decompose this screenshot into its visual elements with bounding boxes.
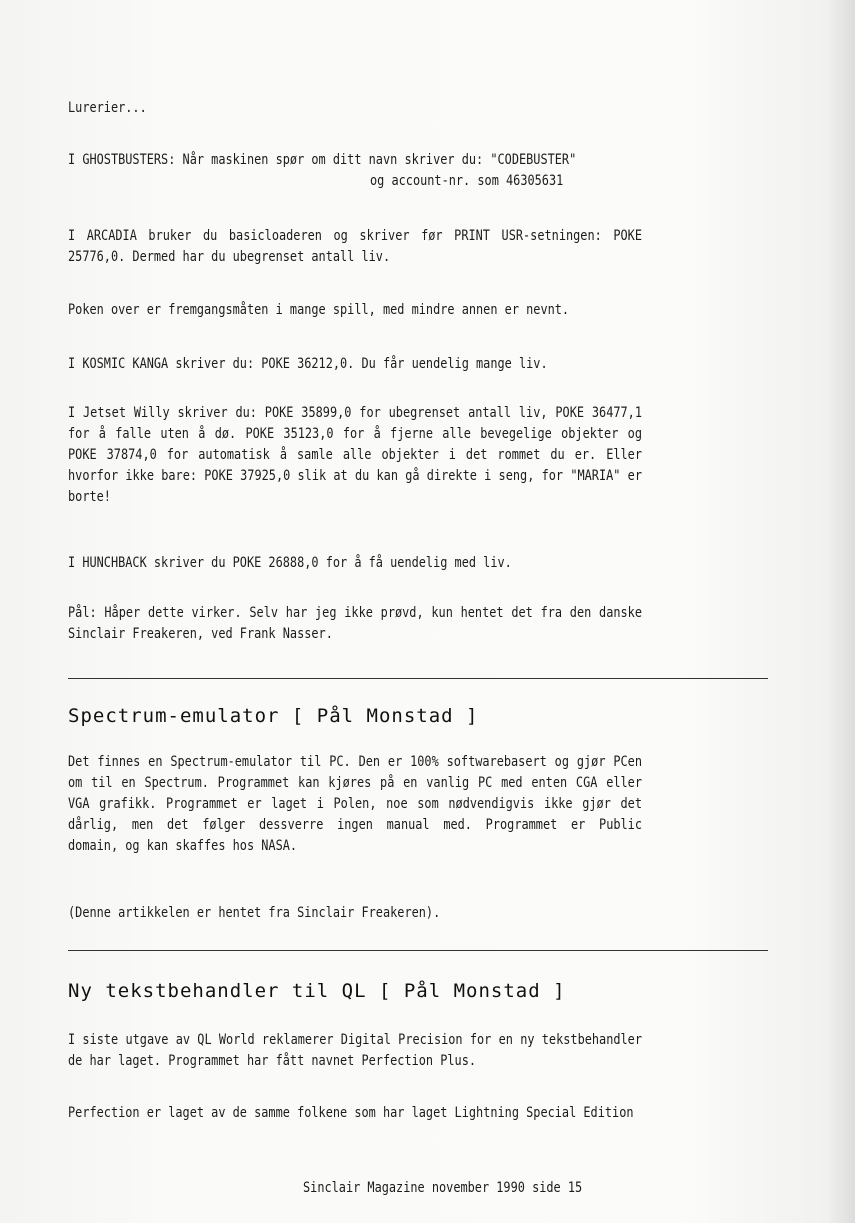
- section-divider: [68, 950, 768, 951]
- tekstbehandler-paragraph: I siste utgave av QL World reklamerer Digital Precision for en ny tekstbehandler de har laget. Programmet har fått navnet Perfection Plus.: [68, 1032, 642, 1069]
- emulator-paragraph: Det finnes en Spectrum-emulator til PC. Den er 100% softwarebasert og gjør PCen om til en Spectrum. Programmet kan kjøres på en vanlig PC med enten CGA eller VGA grafikk. Programmet er laget i Polen, noe som nødvendigvis ikke gjør det dårlig, men det følger dessverre ingen manual med. Programmet er Public domain, og kan skaffes hos NASA.: [68, 754, 642, 854]
- arcadia-paragraph: I ARCADIA bruker du basicloaderen og skriver før PRINT USR-setningen: POKE 25776,0. Dermed har du ubegrenset antall liv.: [68, 228, 642, 265]
- tekstbehandler-heading: Ny tekstbehandler til QL [ Pål Monstad ]: [68, 980, 566, 1002]
- section-divider: [68, 678, 768, 679]
- kosmic-kanga-paragraph: I KOSMIC KANGA skriver du: POKE 36212,0. Du får uendelig mange liv.: [68, 356, 548, 372]
- emulator-heading: Spectrum-emulator [ Pål Monstad ]: [68, 705, 479, 727]
- tekstbehandler-continued: Perfection er laget av de samme folkene som har laget Lightning Special Edition: [68, 1105, 634, 1121]
- pal-note-paragraph: Pål: Håper dette virker. Selv har jeg ikke prøvd, kun hentet det fra den danske Sinclair Freakeren, ved Frank Nasser.: [68, 605, 642, 642]
- jetset-willy-paragraph: I Jetset Willy skriver du: POKE 35899,0 for ubegrenset antall liv, POKE 36477,1 for å falle uten å dø. POKE 35123,0 for å fjerne alle bevegelige objekter og POKE 37874,0 for automatisk å samle alle objekter i det rommet du er. Eller hvorfor ikke bare: POKE 37925,0 slik at du kan gå direkte i seng, for "MARIA" er borte!: [68, 405, 642, 505]
- page-footer: Sinclair Magazine november 1990 side 15: [303, 1180, 583, 1196]
- emulator-source: (Denne artikkelen er hentet fra Sinclair Freakeren).: [68, 905, 441, 921]
- poke-note: Poken over er fremgangsmåten i mange spill, med mindre annen er nevnt.: [68, 302, 570, 318]
- ghostbusters-paragraph: I GHOSTBUSTERS: Når maskinen spør om ditt navn skriver du: "CODEBUSTER" og account-nr. som 46305631: [68, 152, 577, 189]
- hunchback-paragraph: I HUNCHBACK skriver du POKE 26888,0 for å få uendelig med liv.: [68, 555, 512, 571]
- intro-text: Lurerier...: [68, 100, 147, 116]
